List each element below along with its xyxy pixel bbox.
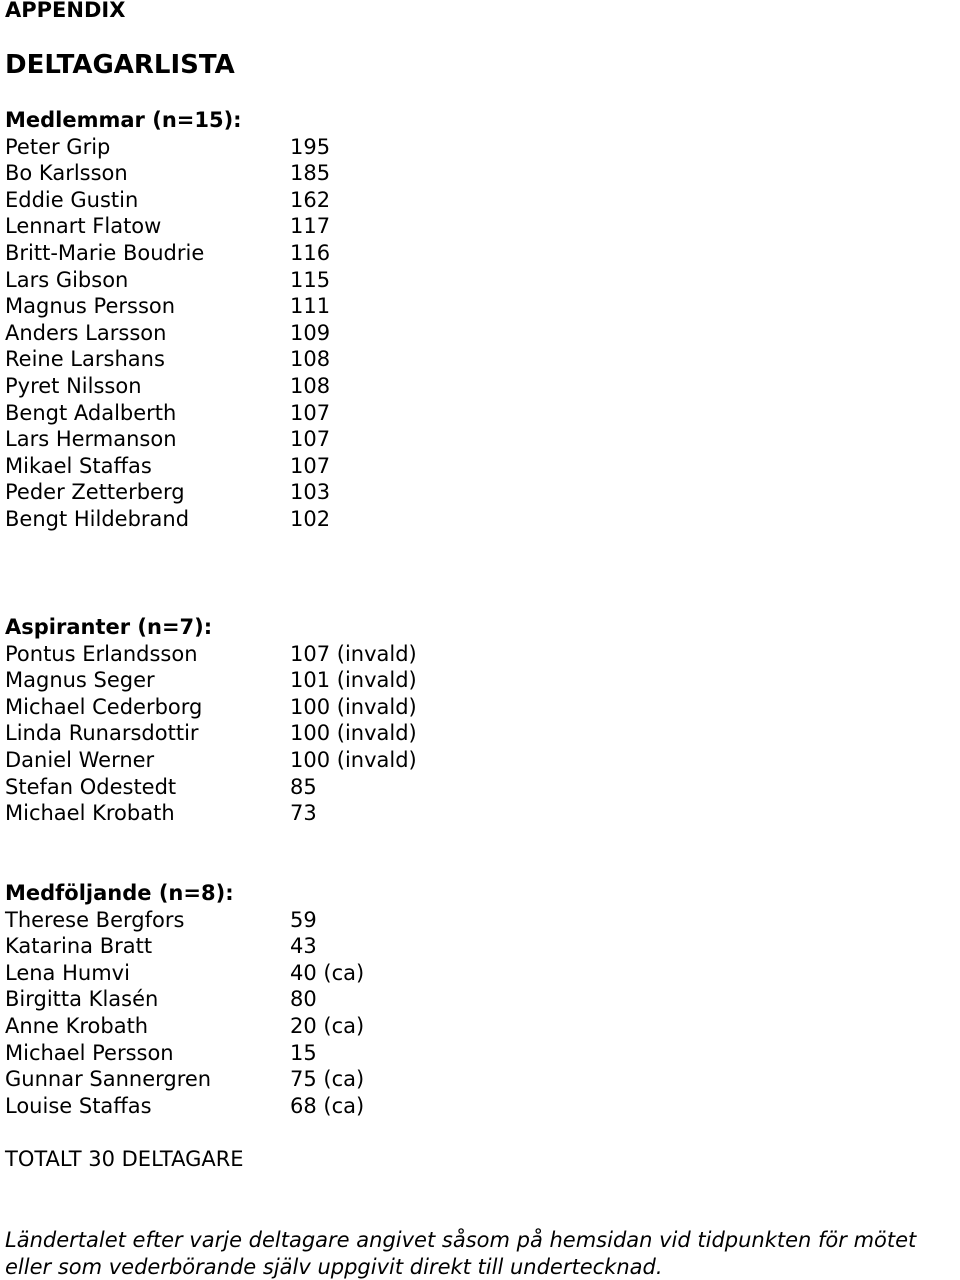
participant-name: Therese Bergfors bbox=[5, 907, 185, 932]
participant-value: 185 bbox=[290, 161, 331, 186]
participant-value: 107 bbox=[290, 427, 331, 452]
participant-name: Louise Staffas bbox=[5, 1093, 152, 1118]
footnote: Ländertalet efter varje deltagare angivet såsom på hemsidan vid tidpunkten för mötet eller som vederbörande själv uppgivit direkt till undertecknad. bbox=[5, 1228, 917, 1279]
participant-name: Magnus Seger bbox=[5, 668, 155, 693]
participant-value: 102 bbox=[290, 506, 331, 531]
participant-value: 108 bbox=[290, 347, 331, 372]
participant-value: 107 bbox=[290, 453, 331, 478]
participant-name: Peter Grip bbox=[5, 134, 111, 159]
participant-value: 59 bbox=[290, 907, 317, 932]
companions-section bbox=[5, 880, 705, 1119]
participant-name: Mikael Staffas bbox=[5, 453, 152, 478]
list-item bbox=[5, 960, 705, 987]
participant-name: Michael Persson bbox=[5, 1040, 174, 1065]
participant-value: 101 (invald) bbox=[290, 668, 417, 693]
participant-value: 75 (ca) bbox=[290, 1067, 365, 1092]
participant-name: Pyret Nilsson bbox=[5, 373, 142, 398]
participant-value: 107 bbox=[290, 400, 331, 425]
participant-value: 40 (ca) bbox=[290, 960, 365, 985]
participant-name: Gunnar Sannergren bbox=[5, 1067, 212, 1092]
participant-value: 100 (invald) bbox=[290, 721, 417, 746]
appendix-label: APPENDIX bbox=[5, 0, 126, 22]
participant-name: Stefan Odestedt bbox=[5, 774, 177, 799]
list-item bbox=[5, 1093, 705, 1120]
participant-value: 68 (ca) bbox=[290, 1093, 365, 1118]
list-item bbox=[5, 747, 705, 774]
participant-name: Bo Karlsson bbox=[5, 161, 128, 186]
list-item bbox=[5, 986, 705, 1013]
participant-value: 20 (ca) bbox=[290, 1013, 365, 1038]
list-item bbox=[5, 320, 705, 347]
list-item bbox=[5, 267, 705, 294]
page-title: DELTAGARLISTA bbox=[5, 50, 235, 80]
participant-name: Linda Runarsdottir bbox=[5, 721, 199, 746]
list-item bbox=[5, 346, 705, 373]
list-item bbox=[5, 667, 705, 694]
list-item bbox=[5, 160, 705, 187]
participant-name: Reine Larshans bbox=[5, 347, 165, 372]
participant-value: 195 bbox=[290, 134, 331, 159]
participant-value: 15 bbox=[290, 1040, 317, 1065]
participant-name: Michael Cederborg bbox=[5, 694, 203, 719]
participant-value: 115 bbox=[290, 267, 331, 292]
list-item bbox=[5, 1040, 705, 1067]
participant-value: 162 bbox=[290, 187, 331, 212]
participant-value: 80 bbox=[290, 987, 317, 1012]
participant-value: 109 bbox=[290, 320, 331, 345]
list-item bbox=[5, 641, 705, 668]
aspirants-list bbox=[5, 641, 705, 827]
participant-name: Michael Krobath bbox=[5, 801, 175, 826]
participant-value: 108 bbox=[290, 373, 331, 398]
list-item bbox=[5, 187, 705, 214]
participant-name: Lars Gibson bbox=[5, 267, 129, 292]
participant-name: Pontus Erlandsson bbox=[5, 641, 198, 666]
list-item bbox=[5, 293, 705, 320]
list-item bbox=[5, 1066, 705, 1093]
participant-name: Daniel Werner bbox=[5, 747, 155, 772]
members-list bbox=[5, 134, 705, 533]
participant-name: Peder Zetterberg bbox=[5, 480, 185, 505]
participant-value: 43 bbox=[290, 934, 317, 959]
participant-name: Bengt Hildebrand bbox=[5, 506, 190, 531]
aspirants-section bbox=[5, 614, 705, 827]
participant-name: Bengt Adalberth bbox=[5, 400, 177, 425]
participant-value: 103 bbox=[290, 480, 331, 505]
members-section bbox=[5, 107, 705, 533]
participant-value: 117 bbox=[290, 214, 331, 239]
participant-name: Lena Humvi bbox=[5, 960, 130, 985]
list-item bbox=[5, 1013, 705, 1040]
list-item bbox=[5, 213, 705, 240]
list-item bbox=[5, 240, 705, 267]
list-item bbox=[5, 373, 705, 400]
members-heading: Medlemmar (n=15): bbox=[5, 108, 242, 132]
participant-name: Britt-Marie Boudrie bbox=[5, 240, 205, 265]
companions-list bbox=[5, 907, 705, 1120]
list-item bbox=[5, 453, 705, 480]
list-item bbox=[5, 933, 705, 960]
participant-value: 73 bbox=[290, 801, 317, 826]
participant-name: Lennart Flatow bbox=[5, 214, 162, 239]
list-item bbox=[5, 907, 705, 934]
participant-value: 100 (invald) bbox=[290, 747, 417, 772]
participant-name: Eddie Gustin bbox=[5, 187, 139, 212]
list-item bbox=[5, 400, 705, 427]
list-item bbox=[5, 426, 705, 453]
list-item bbox=[5, 774, 705, 801]
aspirants-heading: Aspiranter (n=7): bbox=[5, 615, 213, 639]
participant-name: Birgitta Klasén bbox=[5, 987, 159, 1012]
participant-value: 116 bbox=[290, 240, 331, 265]
participant-name: Anne Krobath bbox=[5, 1013, 149, 1038]
companions-heading: Medföljande (n=8): bbox=[5, 881, 234, 905]
list-item bbox=[5, 479, 705, 506]
participant-name: Lars Hermanson bbox=[5, 427, 177, 452]
list-item bbox=[5, 506, 705, 533]
total-participants: TOTALT 30 DELTAGARE bbox=[5, 1147, 244, 1171]
participant-value: 107 (invald) bbox=[290, 641, 417, 666]
participant-name: Magnus Persson bbox=[5, 294, 176, 319]
participant-name: Anders Larsson bbox=[5, 320, 167, 345]
list-item bbox=[5, 720, 705, 747]
participant-value: 111 bbox=[290, 294, 331, 319]
participant-value: 100 (invald) bbox=[290, 694, 417, 719]
list-item bbox=[5, 134, 705, 161]
list-item bbox=[5, 800, 705, 827]
list-item bbox=[5, 694, 705, 721]
participant-name: Katarina Bratt bbox=[5, 934, 153, 959]
participant-value: 85 bbox=[290, 774, 317, 799]
